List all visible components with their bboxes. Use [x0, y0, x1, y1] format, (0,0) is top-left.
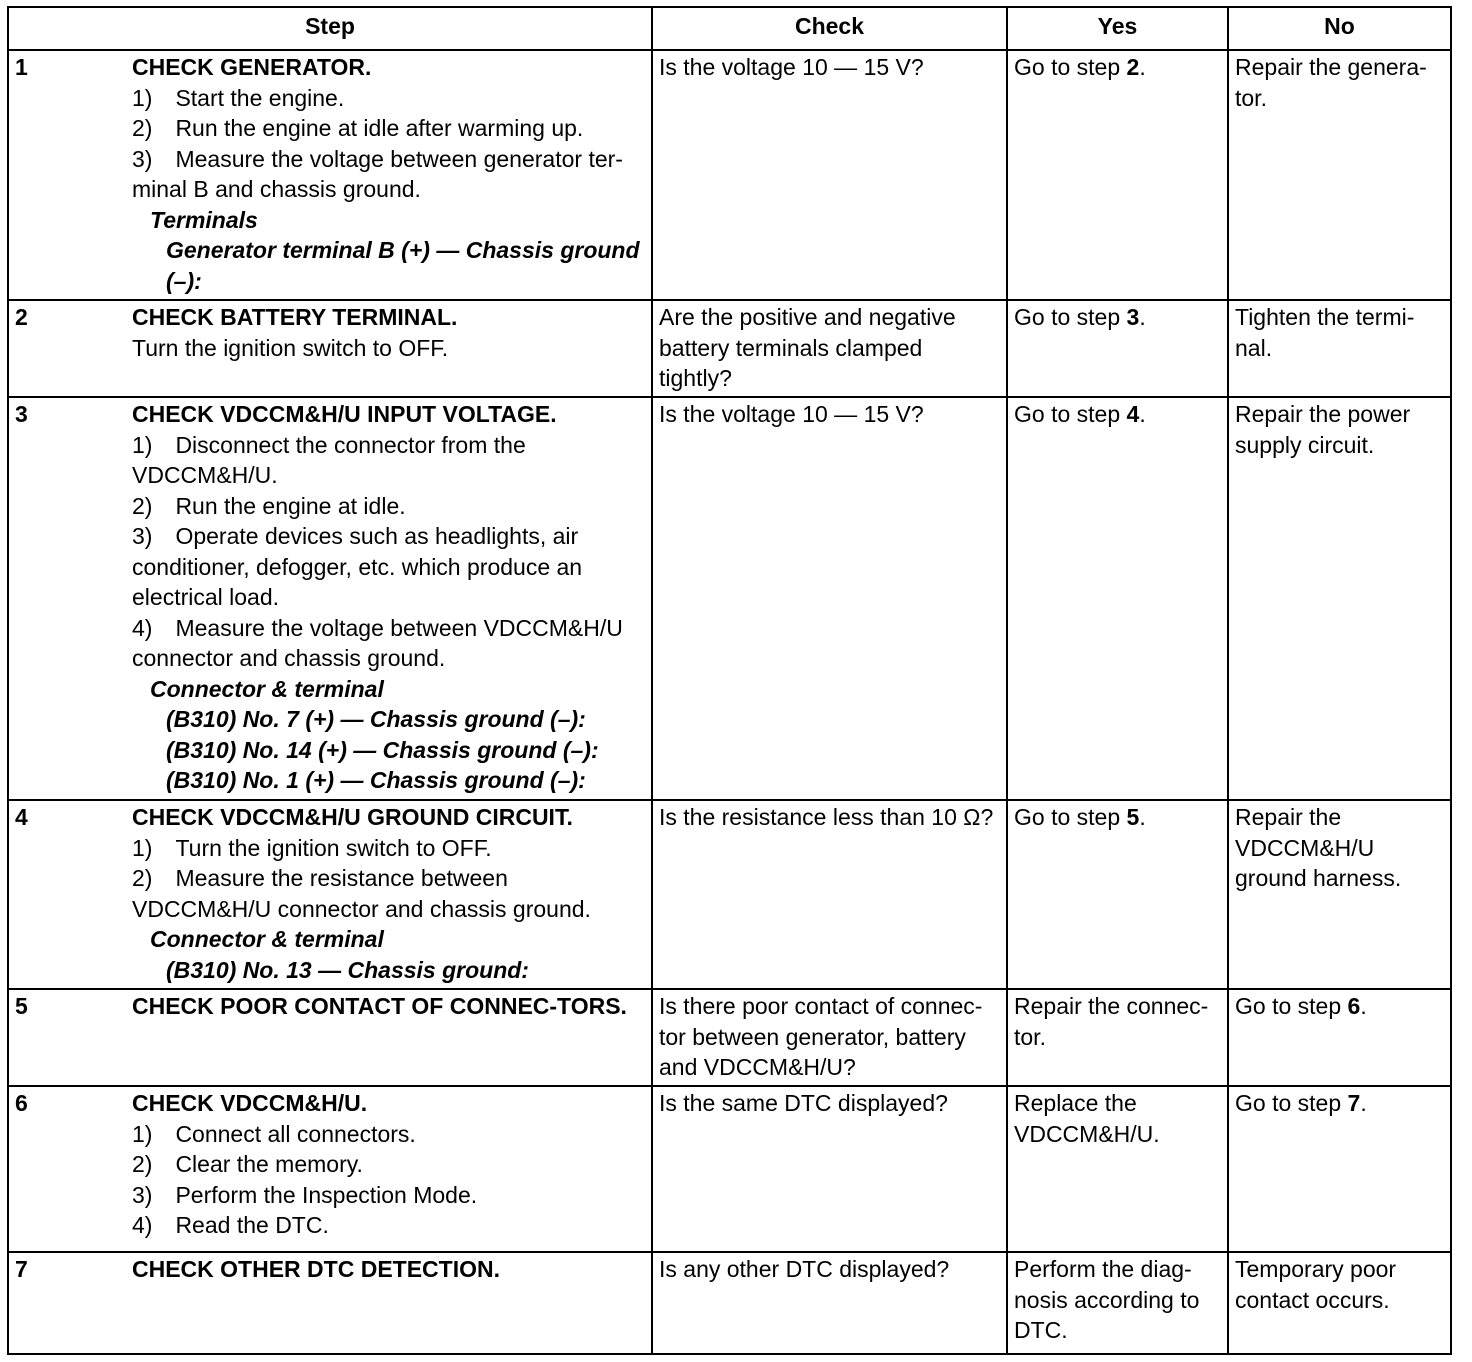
step-title: CHECK OTHER DTC DETECTION.: [132, 1256, 500, 1282]
no-action: Temporary poor contact occurs.: [1235, 1256, 1397, 1313]
yes-cell: [1007, 1086, 1228, 1252]
yes-action-end: .: [1139, 304, 1146, 330]
table-row: [8, 800, 1451, 989]
step-instruction: 1) Disconnect the connector from the VDCCM&H/U.: [132, 431, 526, 488]
check-question: Is any other DTC displayed?: [659, 1256, 950, 1282]
step-title: CHECK VDCCM&H/U.: [132, 1090, 368, 1116]
check-question: Is the resistance less than 10 Ω?: [659, 804, 994, 830]
step-instruction: 1) Start the engine.: [132, 84, 345, 111]
yes-cell: [1007, 1252, 1228, 1354]
no-action: Go to step: [1235, 1090, 1348, 1116]
step-instruction: 3) Operate devices such as headlights, air conditioner, defogger, etc. which produce an electrical load.: [132, 523, 583, 610]
yes-action-end: .: [1139, 401, 1146, 427]
terminal-spec: (B310) No. 14 (+) — Chassis ground (–):: [166, 736, 599, 763]
yes-action: Go to step: [1014, 54, 1127, 80]
step-instruction: 4) Read the DTC.: [132, 1212, 329, 1238]
yes-action: Replace the VDCCM&H/U.: [1014, 1090, 1160, 1147]
step-number: 1: [15, 54, 28, 80]
yes-action: Repair the connec-tor.: [1014, 993, 1209, 1050]
yes-action-end: .: [1139, 54, 1146, 80]
yes-cell: [1007, 300, 1228, 397]
no-action-end: .: [1360, 1090, 1367, 1116]
no-cell: [1228, 50, 1451, 300]
check-cell: [652, 800, 1007, 989]
no-cell: [1228, 800, 1451, 989]
step-number: 6: [15, 1090, 28, 1116]
step-instruction: 1) Connect all connectors.: [132, 1120, 416, 1147]
no-cell: [1228, 989, 1451, 1086]
step-cell: [8, 300, 652, 397]
check-cell: [652, 50, 1007, 300]
no-cell: [1228, 300, 1451, 397]
no-action: Repair the power supply circuit.: [1235, 401, 1411, 458]
no-cell: [1228, 1252, 1451, 1354]
step-title: CHECK BATTERY TERMINAL.: [132, 304, 458, 330]
step-title: CHECK POOR CONTACT OF CONNEC-TORS.: [132, 993, 627, 1019]
step-instruction: 4) Measure the voltage between VDCCM&H/U connector and chassis ground.: [132, 614, 623, 671]
header-no: No: [1228, 7, 1451, 50]
terminal-spec: (B310) No. 1 (+) — Chassis ground (–):: [166, 767, 586, 793]
check-cell: [652, 1086, 1007, 1252]
header-check: Check: [652, 7, 1007, 50]
step-instruction: 3) Perform the Inspection Mode.: [132, 1181, 478, 1208]
no-action-end: .: [1360, 993, 1367, 1019]
yes-step-ref: 3: [1126, 304, 1140, 330]
step-instruction: Turn the ignition switch to OFF.: [132, 334, 449, 361]
step-instruction: 2) Measure the resistance between VDCCM&H/U connector and chassis ground.: [132, 865, 591, 922]
step-title: CHECK GENERATOR.: [132, 54, 372, 80]
check-question: Are the positive and negative battery terminals clamped tightly?: [659, 304, 956, 391]
yes-action: Go to step: [1014, 804, 1127, 830]
no-cell: [1228, 1086, 1451, 1252]
yes-cell: [1007, 397, 1228, 800]
no-action: Tighten the termi-nal.: [1235, 304, 1415, 361]
step-cell: [8, 1252, 652, 1354]
table-row: [8, 989, 1451, 1086]
yes-cell: [1007, 989, 1228, 1086]
yes-cell: [1007, 800, 1228, 989]
step-cell: [8, 800, 652, 989]
terminal-spec: (B310) No. 13 — Chassis ground:: [166, 956, 529, 983]
table-row: [8, 50, 1451, 300]
table-row: [8, 1252, 1451, 1354]
terminal-label: Connector & terminal: [150, 675, 384, 702]
terminal-spec: (B310) No. 7 (+) — Chassis ground (–):: [166, 706, 586, 732]
step-instruction: 2) Run the engine at idle after warming up.: [132, 115, 584, 141]
check-question: Is the voltage 10 — 15 V?: [659, 401, 924, 427]
yes-cell: [1007, 50, 1228, 300]
check-cell: [652, 397, 1007, 800]
yes-action: Go to step: [1014, 304, 1127, 330]
step-number: 3: [15, 401, 28, 427]
step-title: CHECK VDCCM&H/U INPUT VOLTAGE.: [132, 401, 557, 427]
yes-action: Perform the diag-nosis according to DTC.: [1014, 1256, 1200, 1343]
step-cell: [8, 397, 652, 800]
step-title: CHECK VDCCM&H/U GROUND CIRCUIT.: [132, 804, 573, 830]
step-number: 2: [15, 304, 28, 330]
step-number: 7: [15, 1256, 28, 1282]
header-row: [8, 7, 1451, 50]
step-cell: [8, 989, 652, 1086]
yes-step-ref: 4: [1126, 401, 1140, 427]
terminal-label: Terminals: [150, 206, 258, 233]
yes-step-ref: 5: [1126, 804, 1140, 830]
step-instruction: 3) Measure the voltage between generator ter-minal B and chassis ground.: [132, 145, 623, 202]
no-action: Repair the VDCCM&H/U ground harness.: [1235, 804, 1402, 891]
no-action: Repair the genera-tor.: [1235, 54, 1427, 111]
check-cell: [652, 1252, 1007, 1354]
no-action: Go to step: [1235, 993, 1348, 1019]
no-cell: [1228, 397, 1451, 800]
step-instruction: 1) Turn the ignition switch to OFF.: [132, 834, 492, 861]
diagnostic-procedure-table: [7, 6, 1452, 1355]
table-row: [8, 397, 1451, 800]
no-step-ref: 6: [1347, 993, 1361, 1019]
check-question: Is there poor contact of connec-tor between generator, battery and VDCCM&H/U?: [659, 993, 983, 1080]
terminal-label: Connector & terminal: [150, 926, 384, 952]
yes-step-ref: 2: [1126, 54, 1140, 80]
table-row: [8, 1086, 1451, 1252]
step-cell: [8, 50, 652, 300]
no-step-ref: 7: [1347, 1090, 1361, 1116]
yes-action: Go to step: [1014, 401, 1127, 427]
step-instruction: 2) Run the engine at idle.: [132, 492, 406, 519]
check-question: Is the voltage 10 — 15 V?: [659, 54, 924, 80]
check-question: Is the same DTC displayed?: [659, 1090, 948, 1116]
step-number: 5: [15, 993, 28, 1019]
header-yes: Yes: [1007, 7, 1228, 50]
step-instruction: 2) Clear the memory.: [132, 1151, 363, 1177]
yes-action-end: .: [1139, 804, 1146, 830]
step-number: 4: [15, 804, 28, 830]
check-cell: [652, 989, 1007, 1086]
header-step: Step: [8, 7, 652, 50]
table-row: [8, 300, 1451, 397]
terminal-spec: Generator terminal B (+) — Chassis ground (–):: [166, 237, 640, 294]
check-cell: [652, 300, 1007, 397]
step-cell: [8, 1086, 652, 1252]
